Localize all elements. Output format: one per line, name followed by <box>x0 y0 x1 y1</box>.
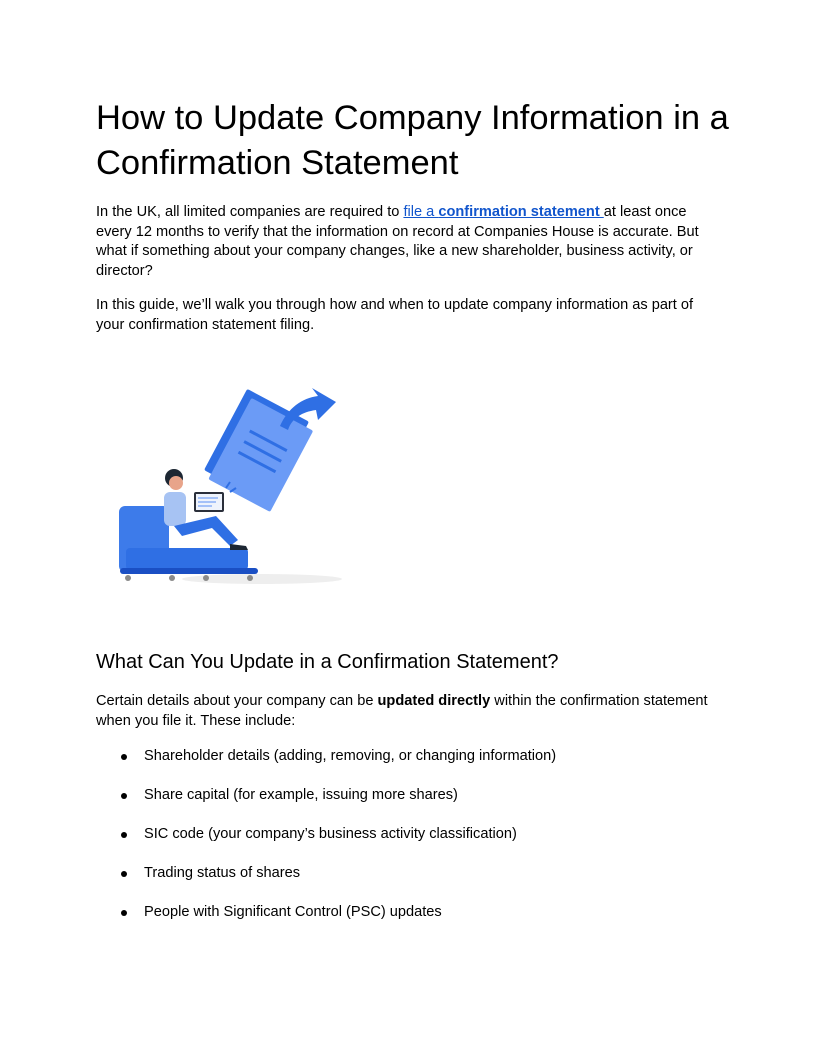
confirmation-statement-link[interactable]: file a confirmation statement <box>403 204 604 220</box>
list-item: Trading status of shares <box>96 864 720 903</box>
list-item: SIC code (your company’s business activity classification) <box>96 825 720 864</box>
guide-paragraph: In this guide, we’ll walk you through how and when to update company information as part of your confirmation statement filing. <box>96 297 694 333</box>
updatable-items-list <box>96 747 720 942</box>
section-heading: What Can You Update in a Confirmation Statement? <box>96 651 559 673</box>
intro-text-before-link: In the UK, all limited companies are required to <box>96 204 404 220</box>
list-item: Share capital (for example, issuing more shares) <box>96 786 720 825</box>
list-item: Shareholder details (adding, removing, or changing information) <box>96 747 720 786</box>
intro-paragraph <box>96 203 720 281</box>
list-item: People with Significant Control (PSC) updates <box>96 903 720 942</box>
section-intro-paragraph: Certain details about your company can be updated directly within the confirmation statement when you file it. These include: <box>96 693 708 729</box>
updated-directly-bold: updated directly <box>377 693 491 709</box>
page-title: How to Update Company Information in a Confirmation Statement <box>96 99 729 182</box>
person-on-sofa-document-illustration <box>112 380 348 590</box>
intro-text-after-link: at least once every 12 months to verify that the information on record at Companies House is accurate. But what if something about your company changes, like a new shareholder, business activity, or director? <box>96 204 699 279</box>
